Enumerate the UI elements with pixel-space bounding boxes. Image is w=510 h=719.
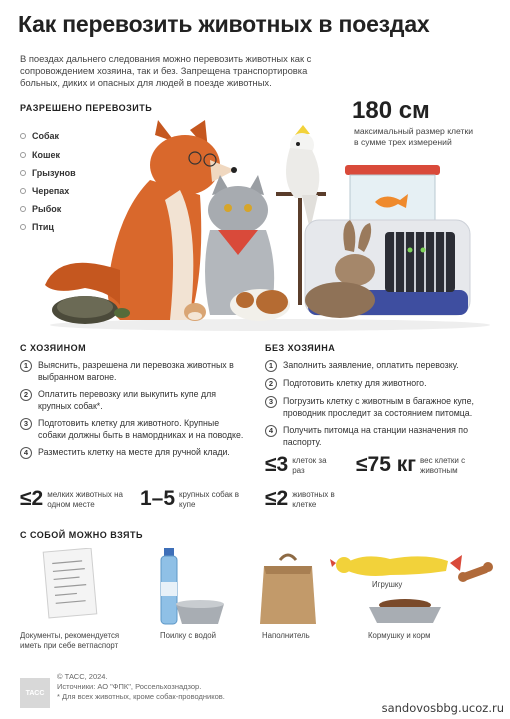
watermark: sandovosbbg.ucoz.ru	[381, 701, 504, 715]
step-number: 3	[20, 418, 32, 430]
stat-animals-in-cage: ≤2 животных в клетке	[265, 487, 335, 510]
without-owner-heading: БЕЗ ХОЗЯИНА	[265, 343, 336, 353]
stat-large-dogs: 1–5 крупных собак в купе	[140, 487, 239, 510]
step-item: 3 Подготовить клетку для животного. Крупные собаки должны быть в намордниках и на поводке.	[20, 418, 248, 441]
stat-small-animals: ≤2 мелких животных на одном месте	[20, 487, 123, 510]
litter-bag-icon	[258, 548, 318, 626]
bullet-icon	[20, 188, 26, 194]
allowed-item: Рыбок	[20, 204, 61, 214]
take-label-documents: Документы, рекомендуется иметь при себе ветпаспорт	[20, 631, 120, 650]
intro-text: В поездах дальнего следования можно перевозить животных как с сопровождением хозяина, так и без. Запрещена транспортировка больных, диких и опасных для людей в поезде животных.	[20, 53, 312, 88]
step-number: 4	[20, 447, 32, 459]
take-label-toy: Игрушку	[372, 580, 403, 589]
step-number: 2	[265, 378, 277, 390]
step-item: 1 Заполнить заявление, оплатить перевозку.	[265, 360, 495, 372]
step-item: 4 Разместить клетку на месте для ручной клади.	[20, 447, 248, 459]
tass-logo: ТАСС	[20, 678, 50, 708]
guinea-pig-icon	[230, 289, 290, 321]
food-bowl-icon	[365, 595, 445, 625]
fish-tank-icon	[345, 165, 440, 220]
step-number: 1	[20, 360, 32, 372]
toy-icon	[330, 545, 495, 597]
stat-weight: ≤75 кг вес клетки с животным	[356, 453, 466, 476]
water-bowl-icon	[158, 548, 228, 628]
step-number: 2	[20, 389, 32, 401]
take-heading: С СОБОЙ МОЖНО ВЗЯТЬ	[20, 530, 143, 540]
step-item: 1 Выяснить, разрешена ли перевозка животных в выбранном вагоне.	[20, 360, 248, 383]
bullet-icon	[20, 133, 26, 139]
animals-illustration	[40, 120, 500, 335]
stat-cages: ≤3 клеток за раз	[265, 453, 327, 476]
step-item: 2 Оплатить перевозку или выкупить купе для крупных собак*.	[20, 389, 248, 412]
bullet-icon	[20, 152, 26, 158]
step-number: 3	[265, 396, 277, 408]
without-owner-steps	[265, 360, 495, 454]
bullet-icon	[20, 224, 26, 230]
allowed-item: Собак	[20, 131, 59, 141]
document-icon	[40, 548, 98, 620]
allowed-item: Черепах	[20, 186, 69, 196]
step-number: 1	[265, 360, 277, 372]
step-item: 4 Получить питомца на станции назначения по паспорту.	[265, 425, 495, 448]
page-title: Как перевозить животных в поездах	[18, 11, 430, 37]
step-number: 4	[265, 425, 277, 437]
allowed-item: Птиц	[20, 222, 54, 232]
allowed-item: Кошек	[20, 150, 60, 160]
bullet-icon	[20, 206, 26, 212]
bullet-icon	[20, 170, 26, 176]
footer-text: © ТАСС, 2024. Источники: АО "ФПК", Россельхознадзор. * Для всех животных, кроме собак-проводников.	[57, 672, 225, 701]
with-owner-heading: С ХОЗЯИНОМ	[20, 343, 87, 353]
step-item: 3 Погрузить клетку с животным в багажное купе, проводник проследит за состоянием питомца.	[265, 396, 495, 419]
allowed-heading: РАЗРЕШЕНО ПЕРЕВОЗИТЬ	[20, 103, 153, 113]
with-owner-steps	[20, 360, 248, 465]
allowed-item: Грызунов	[20, 168, 76, 178]
cage-size-caption: максимальный размер клетки в сумме трех измерений	[354, 126, 474, 147]
step-item: 2 Подготовить клетку для животного.	[265, 378, 495, 390]
take-label-water: Поилку с водой	[160, 631, 216, 640]
cage-size-value: 180 см	[352, 97, 430, 124]
take-label-litter: Наполнитель	[262, 631, 310, 640]
take-label-food: Кормушку и корм	[368, 631, 431, 640]
hamster-icon	[184, 303, 206, 321]
